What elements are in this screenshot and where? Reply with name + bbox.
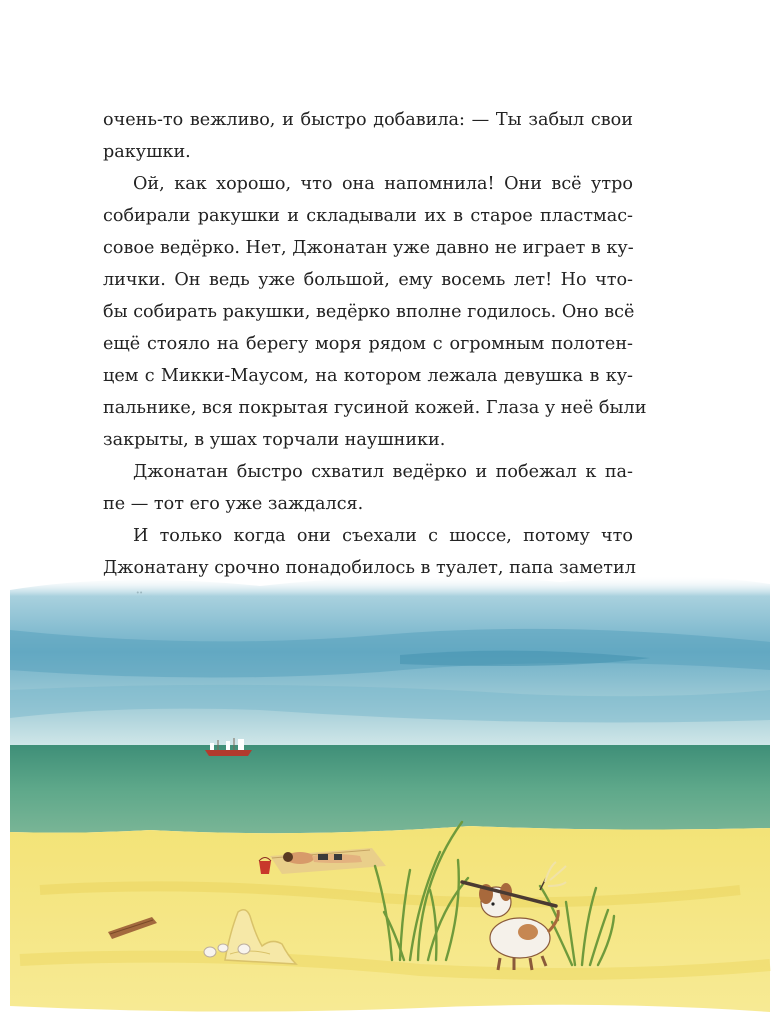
- text-line: пальнике, вся покрытая гусиной кожей. Глаза у неё были: [103, 398, 647, 418]
- text-line: совое ведёрко. Нет, Джонатан уже давно не играет в ку-: [103, 238, 634, 258]
- text-line: Джонатан быстро схватил ведёрко и побежал к па-: [133, 462, 633, 482]
- text-line: лички. Он ведь уже большой, ему восемь лет! Но что-: [103, 270, 633, 290]
- text-line: Ой, как хорошо, что она напомнила! Они всё утро: [133, 174, 633, 194]
- text-line: Джонатану срочно понадобилось в туалет, папа заметил: [103, 558, 636, 578]
- text-line: бы собирать ракушки, ведёрко вполне годилось. Оно всё: [103, 302, 635, 322]
- text-line: пе — тот его уже заждался.: [103, 494, 364, 514]
- sea: [10, 745, 770, 833]
- beach: [10, 826, 770, 1012]
- text-line: ещё стояло на берегу моря рядом с огромным полотен-: [103, 334, 633, 354]
- story-text: [103, 104, 647, 616]
- text-line: закрыты, в ушах торчали наушники.: [103, 430, 446, 450]
- text-line: ракушки.: [103, 142, 191, 162]
- text-line: очень-то вежливо, и быстро добавила: — Ты забыл свои: [103, 110, 633, 130]
- text-line: И только когда они съехали с шоссе, потому что: [133, 526, 633, 546]
- text-line: цем с Микки-Маусом, на котором лежала девушка в ку-: [103, 366, 633, 386]
- beach-illustration: [0, 560, 781, 1022]
- text-line: собирали ракушки и складывали их в старое пластмас-: [103, 206, 633, 226]
